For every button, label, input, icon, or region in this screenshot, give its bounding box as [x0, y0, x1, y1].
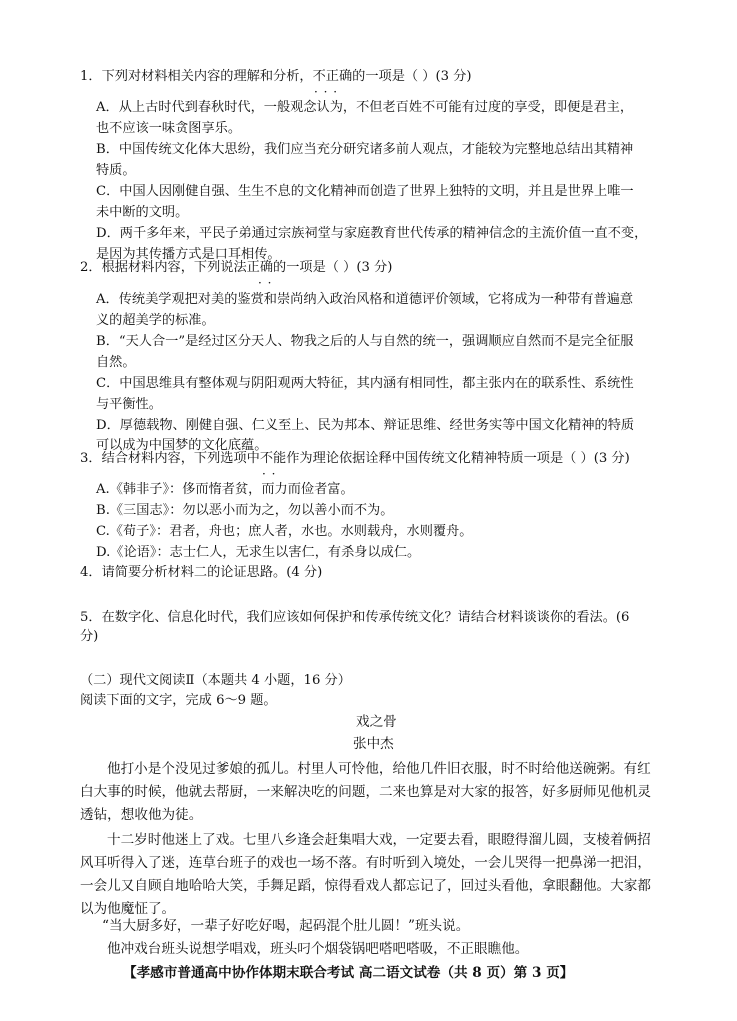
question-5-line1: 5．在数字化、信息化时代，我们应该如何保护和传承传统文化？请结合材料谈谈你的看法。(6 — [80, 610, 630, 625]
q3-option-a: A.《韩非子》：侈而惰者贫，而力而俭者富。 — [96, 482, 354, 497]
paragraph-line: 风耳听得入了迷，连草台班子的戏也一场不落。有时听到入境处，一会儿哭得一把鼻涕一把泪， — [80, 855, 651, 871]
q2-option-c-line2: 与平衡性。 — [96, 397, 162, 412]
q1-option-d-line2: 是因为其传播方式是口耳相传。 — [96, 247, 281, 262]
paragraph-line: 一会儿又自顾自地哈哈大笑，手舞足蹈，惊得看戏人都忘记了，回过头看他，拿眼翻他。大家都 — [80, 878, 651, 894]
paragraph-line: 十二岁时他迷上了戏。七里八乡逢会赶集唱大戏，一定要去看，眼瞪得溜儿圆，支棱着俩招 — [107, 832, 651, 848]
q1-option-b-line1: B．中国传统文化体大思纷，我们应当充分研究诸多前人观点，才能较为完整地总结出其精神 — [96, 142, 634, 157]
q2-option-d-line2: 可以成为中国梦的文化底蕴。 — [96, 438, 268, 453]
section-instruction: 阅读下面的文字，完成 6～9 题。 — [80, 693, 277, 708]
emphasis-marks: · · · — [314, 85, 339, 99]
section-heading: （二）现代文阅读Ⅱ（本题共 4 小题，16 分） — [80, 673, 351, 688]
q2-option-b-line1: B．“天人合一”是经过区分天人、物我之后的人与自然的统一，强调顺应自然而不是完全征服 — [96, 334, 634, 349]
q3-option-c: C.《荀子》：君者，舟也；庶人者，水也。水则载舟，水则覆舟。 — [96, 524, 473, 539]
question-1-stem: 1．下列对材料相关内容的理解和分析，不正确的一项是（ ）(3 分) — [80, 69, 472, 84]
page-footer: 【孝感市普通高中协作体期末联合考试 高二语文试卷（共 8 页）第 3 页】 — [123, 965, 574, 981]
story-author: 张中杰 — [353, 736, 394, 752]
paragraph-line: 透钻，想收他为徒。 — [80, 807, 203, 823]
q2-option-d-line1: D．厚德载物、刚健自强、仁义至上、民为邦本、辩证思维、经世务实等中国文化精神的特质 — [96, 418, 635, 433]
emphasis-marks: · · — [258, 276, 273, 290]
question-4: 4．请简要分析材料二的论证思路。(4 分) — [80, 565, 323, 580]
q2-option-b-line2: 自然。 — [96, 355, 136, 370]
paragraph-line: 他冲戏台班头说想学唱戏，班头叼个烟袋锅吧嗒吧嗒吸，不正眼瞧他。 — [107, 941, 529, 957]
q3-option-d: D.《论语》：志士仁人，无求生以害仁，有杀身以成仁。 — [96, 545, 421, 560]
paragraph-line: 以为他魔怔了。 — [80, 901, 176, 917]
q2-option-a-line1: A．传统美学观把对美的鉴赏和崇尚纳入政治风格和道德评价领域，它将成为一种带有普遍意 — [96, 292, 634, 307]
paragraph-line: “当大厨多好，一辈子好吃好喝，起码混个肚儿圆！”班头说。 — [102, 918, 470, 934]
q2-option-a-line2: 义的超美学的标准。 — [96, 313, 215, 328]
q3-option-b: B.《三国志》：勿以恶小而为之，勿以善小而不为。 — [96, 503, 394, 518]
question-3-stem: 3．结合材料内容，下列选项中不能作为理论依据诠释中国传统文化精神特质一项是（ ）(3 分) — [80, 451, 630, 466]
q1-option-c-line2: 未中断的文明。 — [96, 205, 189, 220]
paragraph-line: 白大事的时候，他就去帮厨，一来解决吃的问题，二来也算是对大家的报答，好多厨师见他机灵 — [80, 784, 651, 800]
q1-option-b-line2: 特质。 — [96, 163, 136, 178]
q1-option-d-line1: D．两千多年来，平民子弟通过宗族祠堂与家庭教育世代传承的精神信念的主流价值一直不变， — [96, 226, 648, 241]
paragraph-line: 他打小是个没见过爹娘的孤儿。村里人可怜他，给他几件旧衣服，时不时给他送碗粥。有红 — [107, 761, 651, 777]
q1-option-c-line1: C．中国人因刚健自强、生生不息的文化精神而创造了世界上独特的文明，并且是世界上唯一 — [96, 184, 634, 199]
q2-option-c-line1: C．中国思维具有整体观与阴阳观两大特征，其内涵有相同性，都主张内在的联系性、系统性 — [96, 376, 634, 391]
q1-option-a-line1: A．从上古时代到春秋时代，一般观念认为，不但老百姓不可能有过度的享受，即便是君主， — [96, 100, 634, 115]
question-5-line2: 分) — [80, 629, 99, 644]
emphasis-marks: · · — [262, 467, 277, 481]
q1-option-a-line2: 也不应该一味贪图享乐。 — [96, 121, 242, 136]
story-title: 戏之骨 — [356, 714, 397, 730]
question-2-stem: 2．根据材料内容，下列说法正确的一项是（ ）(3 分) — [80, 260, 393, 275]
